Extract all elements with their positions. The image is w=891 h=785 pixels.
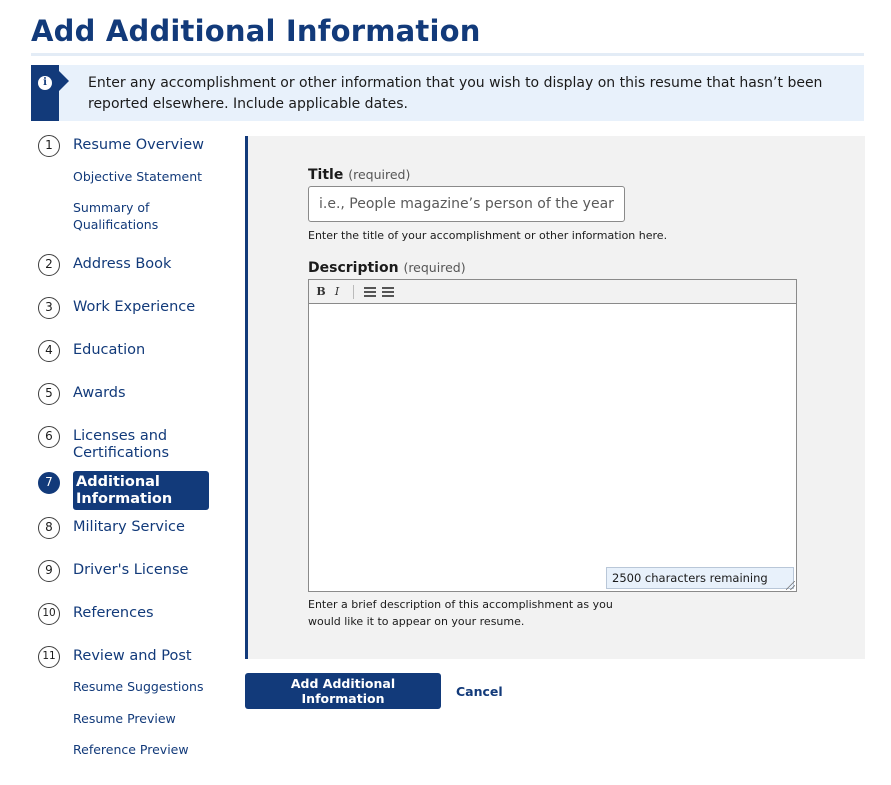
step-label-review-and-post[interactable]: Review and Post [73,648,192,664]
toolbar-separator [353,285,354,299]
cancel-link[interactable]: Cancel [456,684,503,699]
step-number: 3 [38,297,60,319]
step-6[interactable] [38,425,183,462]
editor-toolbar [309,280,796,304]
step-label-awards[interactable]: Awards [73,385,126,401]
info-banner-tab [31,65,59,121]
step-7[interactable] [38,471,209,510]
description-label-text: Description [308,260,399,276]
step-4[interactable] [38,339,145,362]
step-1[interactable] [38,134,204,157]
step-number: 10 [38,603,60,625]
step-label-additional-information[interactable]: Additional Information [73,471,209,510]
title-hint: Enter the title of your accomplishment or other information here. [308,229,668,242]
resize-handle-icon[interactable] [786,581,795,590]
description-label [308,260,466,276]
step-label-education[interactable]: Education [73,342,146,358]
italic-button[interactable]: I [334,285,340,298]
sub-link-reference-preview[interactable]: Reference Preview [73,742,189,757]
additional-info-form [245,136,865,659]
description-hint [308,596,613,630]
step-label-drivers-license[interactable]: Driver's License [73,562,189,578]
description-editor [308,279,797,592]
step-3[interactable] [38,296,195,319]
sub-link-resume-suggestions[interactable]: Resume Suggestions [73,679,204,694]
step-10[interactable] [38,602,154,625]
title-required-note: (required) [348,167,411,182]
step-2[interactable] [38,253,171,276]
numbered-list-icon[interactable] [382,287,394,297]
title-label [308,167,410,183]
step-number: 9 [38,560,60,582]
description-textarea[interactable] [309,304,796,591]
step-8[interactable] [38,516,185,539]
step-number: 2 [38,254,60,276]
step-label-military-service[interactable]: Military Service [73,519,185,535]
info-banner [31,65,864,121]
step-number: 8 [38,517,60,539]
step-number: 7 [38,472,60,494]
step-number: 4 [38,340,60,362]
sub-link-resume-preview[interactable]: Resume Preview [73,711,176,726]
step-number: 1 [38,135,60,157]
step-number: 6 [38,426,60,448]
step-label-licenses-and-certifications[interactable]: Licenses and Certifications [73,428,170,461]
sub-link-summary-of-qualifications[interactable]: Summary of Qualifications [73,200,159,232]
bullet-list-icon[interactable] [364,287,376,297]
info-icon: i [38,76,52,90]
title-input[interactable] [308,186,625,222]
step-11[interactable] [38,645,192,668]
info-banner-text: Enter any accomplishment or other information that you wish to display on this resume that hasn’t been reported elsewhere. Include applicable dates. [88,75,823,112]
step-5[interactable] [38,382,126,405]
description-hint-line-1: Enter a brief description of this accomplishment as you [308,598,613,611]
step-label-work-experience[interactable]: Work Experience [73,299,196,315]
step-label-resume-overview[interactable]: Resume Overview [73,137,205,153]
description-required-note: (required) [403,260,466,275]
character-counter: 2500 characters remaining [606,567,794,589]
step-number: 11 [38,646,60,668]
sub-link-objective-statement[interactable]: Objective Statement [73,169,203,184]
title-divider [31,53,864,56]
title-label-text: Title [308,167,344,183]
step-label-references[interactable]: References [73,605,154,621]
step-9[interactable] [38,559,188,582]
step-number: 5 [38,383,60,405]
description-hint-line-2: would like it to appear on your resume. [308,615,525,628]
step-label-address-book[interactable]: Address Book [73,256,172,272]
page-title: Add Additional Information [31,14,481,48]
add-additional-information-button[interactable]: Add Additional Information [245,673,441,709]
bold-button[interactable]: B [316,285,326,298]
